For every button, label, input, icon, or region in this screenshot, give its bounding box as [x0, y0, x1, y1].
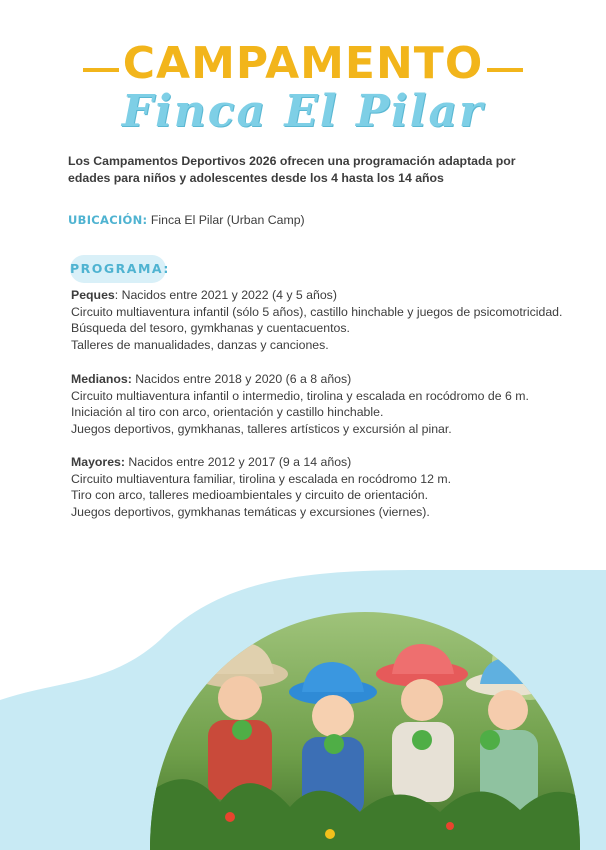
activity-line: Iniciación al tiro con arco, orientación y castillo hinchable. — [71, 405, 384, 420]
activity-line: Búsqueda del tesoro, gymkhanas y cuentacuentos. — [71, 321, 350, 336]
title-underline-right — [487, 68, 523, 72]
group-medianos — [71, 371, 561, 437]
activity-line: Talleres de manualidades, danzas y canciones. — [71, 337, 329, 352]
group-name: Mayores: — [71, 455, 125, 469]
group-age: Nacidos entre 2012 y 2017 (9 a 14 años) — [125, 455, 352, 469]
activity-line: Circuito multiaventura infantil o intermedio, tirolina y escalada en rocódromo de 6 m. — [71, 388, 529, 403]
title-line1-text: CAMPAMENTO — [122, 38, 484, 89]
children-photo — [150, 612, 580, 850]
activity-line: Circuito multiaventura infantil (sólo 5 años), castillo hinchable y juegos de psicomotricidad. — [71, 304, 563, 319]
activity-line: Circuito multiaventura familiar, tirolina y escalada en rocódromo 12 m. — [71, 471, 452, 486]
title-underline-left — [83, 68, 119, 72]
activity-line: Juegos deportivos, gymkhanas, talleres artísticos y excursión al pinar. — [71, 421, 452, 436]
activity-line: Tiro con arco, talleres medioambientales y circuito de orientación. — [71, 488, 429, 503]
group-age: : Nacidos entre 2021 y 2022 (4 y 5 años) — [114, 288, 337, 302]
group-age: Nacidos entre 2018 y 2020 (6 a 8 años) — [131, 372, 352, 386]
group-mayores — [71, 454, 561, 520]
location-line — [68, 213, 305, 227]
title-finca: Finca El Pilar — [121, 86, 485, 137]
program-badge: PROGRAMA: — [70, 255, 166, 283]
group-name: Peques — [71, 288, 115, 302]
title-campamento — [0, 38, 606, 89]
location-label: UBICACIÓN: — [68, 213, 148, 227]
activity-line: Juegos deportivos, gymkhanas temáticas y excursiones (viernes). — [71, 504, 430, 519]
group-peques — [71, 287, 561, 353]
location-value: Finca El Pilar (Urban Camp) — [150, 213, 305, 227]
group-name: Medianos: — [71, 372, 132, 386]
intro-paragraph: Los Campamentos Deportivos 2026 ofrecen una programación adaptada por edades para niños y adolescentes desde los 4 hasta los 14 años — [68, 154, 516, 185]
